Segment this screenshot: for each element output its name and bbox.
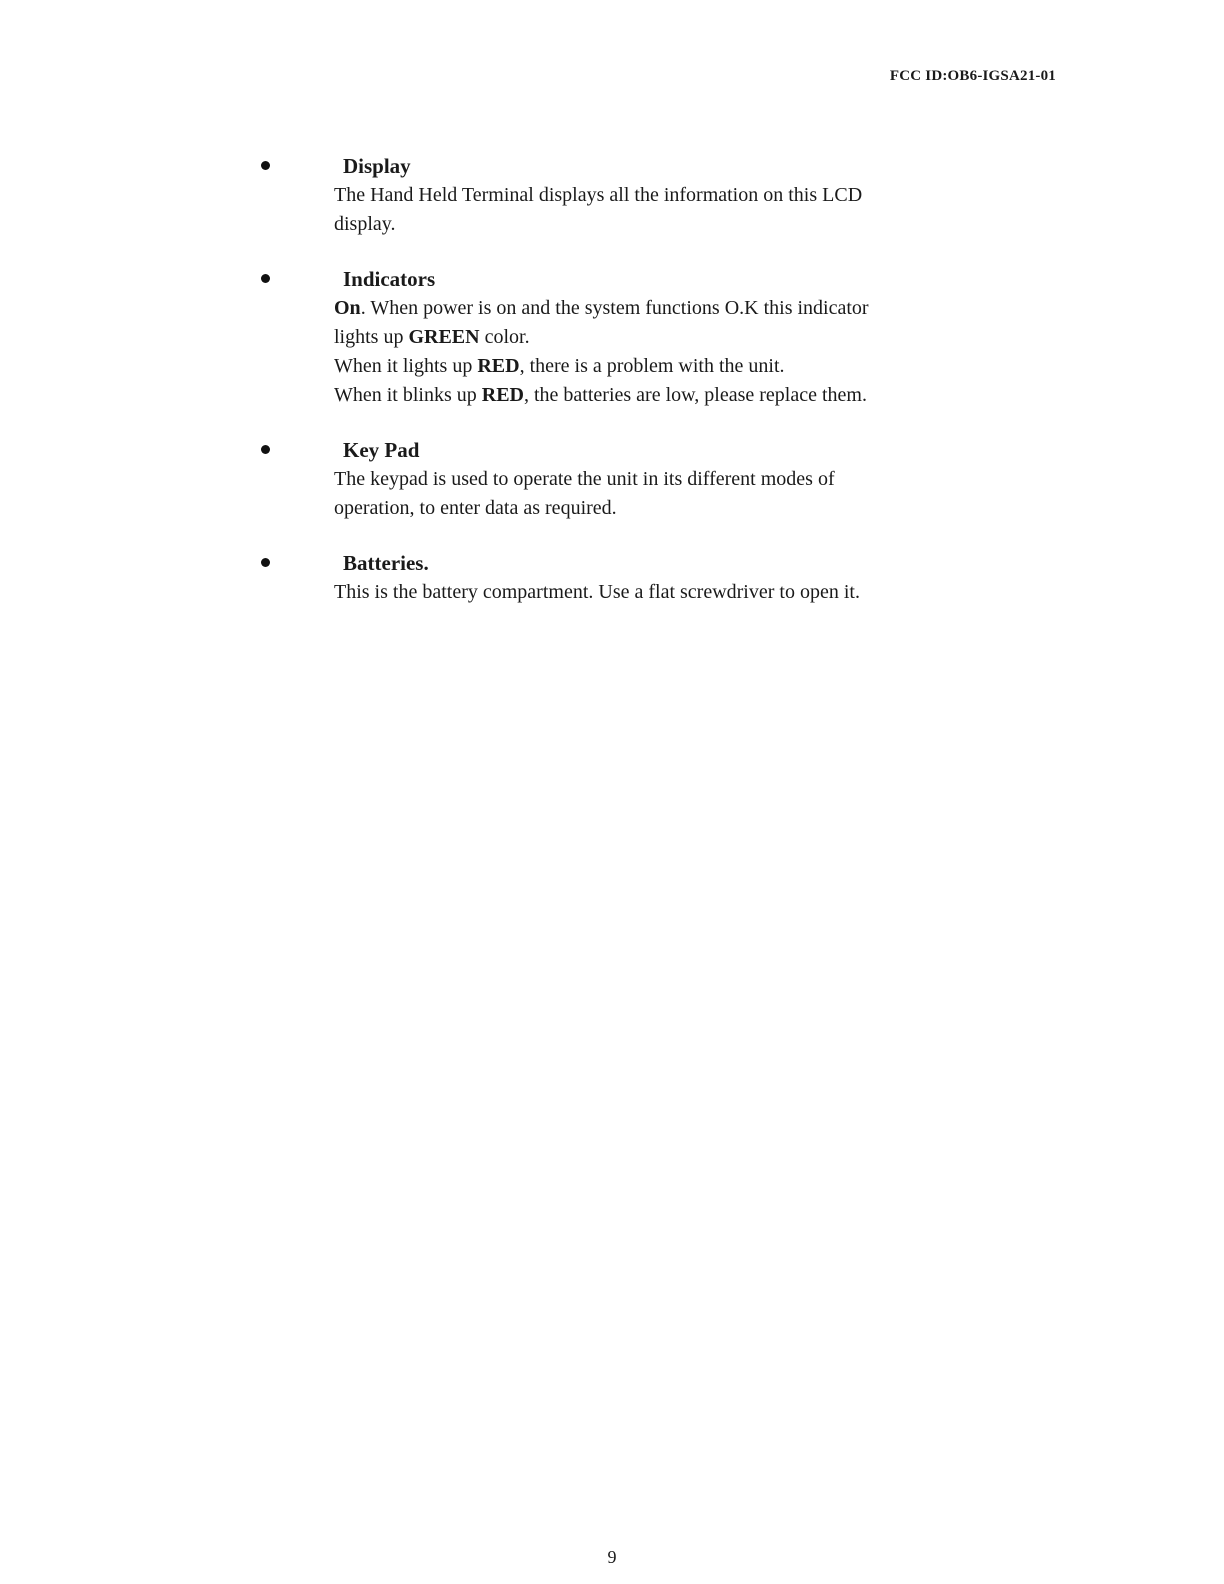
body-line [334,323,994,352]
bold-term: On [334,297,361,319]
fcc-id-header: FCC ID:OB6-IGSA21-01 [889,68,1056,84]
section-body [334,465,994,523]
bullet-icon [261,445,270,454]
page-number: 9 [607,1547,617,1567]
body-line: This is the battery compartment. Use a flat screwdriver to open it. [334,581,860,603]
section-heading: Indicators [343,267,436,291]
section-heading: Key Pad [343,438,420,462]
section-body [334,181,994,239]
body-text: , there is a problem with the unit. [519,355,785,377]
body-line: operation, to enter data as required. [334,497,617,519]
section-heading: Batteries. [343,551,429,575]
body-text: . When power is on and the system functions O.K this indicator [360,297,869,319]
body-text: color. [479,326,530,348]
bold-term: GREEN [408,326,480,348]
bullet-icon [261,274,270,283]
bold-term: RED [477,355,520,377]
section-body [334,578,994,607]
body-line [334,381,994,410]
section-body [334,294,994,410]
body-text: , the batteries are low, please replace them. [524,384,867,406]
bullet-icon [261,558,270,567]
body-text: When it blinks up [334,384,482,406]
body-text: When it lights up [334,355,478,377]
body-line: display. [334,213,396,235]
body-line [334,294,994,323]
body-line: The Hand Held Terminal displays all the information on this LCD [334,184,863,206]
body-line: The keypad is used to operate the unit in its different modes of [334,468,835,490]
bold-term: RED [481,384,524,406]
body-text: lights up [334,326,409,348]
body-line [334,352,994,381]
bullet-icon [261,161,270,170]
section-heading: Display [343,154,411,178]
